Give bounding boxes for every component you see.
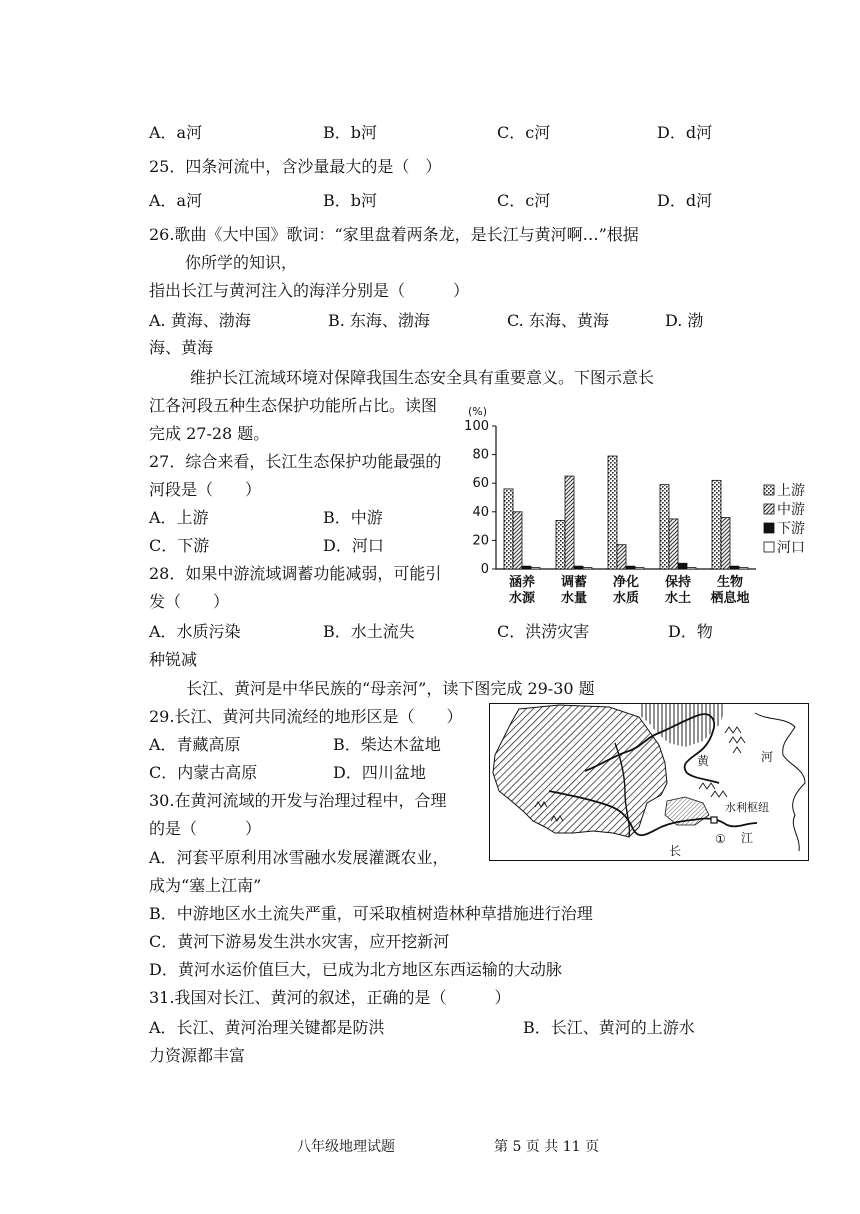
- map-label-jiang: 江: [741, 831, 754, 845]
- legend-swatch: [764, 485, 774, 495]
- q26-option-d-cont: 海、黄海: [149, 338, 214, 357]
- q30-option-b[interactable]: B．中游地区水土流失严重，可采取植树造林种草措施进行治理: [149, 904, 593, 923]
- q26-stem-line1: 26.歌曲《大中国》歌词：“家里盘着两条龙，是长江与黄河啊…”根据: [149, 225, 639, 244]
- q26-option-b[interactable]: B. 东海、渤海: [328, 311, 430, 330]
- legend-label: 上游: [777, 483, 805, 499]
- legend-label: 下游: [777, 521, 805, 537]
- bar-1-2: [513, 512, 522, 569]
- q26-option-a[interactable]: A. 黄海、渤海: [149, 311, 251, 330]
- q26-stem-line2: 你所学的知识，: [185, 253, 298, 272]
- chart-bars: [504, 456, 748, 569]
- x-category-label: 调蓄: [560, 575, 588, 590]
- q24-option-b[interactable]: B．b河: [323, 123, 378, 142]
- q25-option-a[interactable]: A．a河: [149, 191, 203, 210]
- y-axis-label: (%): [468, 405, 488, 418]
- q30-option-a-cont: 成为“塞上江南”: [149, 876, 262, 895]
- q29-option-b[interactable]: B．柴达木盆地: [333, 735, 441, 754]
- q27-option-c[interactable]: C．下游: [149, 536, 210, 555]
- bar-1-4: [531, 568, 540, 569]
- q25-stem: 25．四条河流中，含沙量最大的是（ ）: [149, 157, 442, 176]
- eco-function-bar-chart: [446, 398, 816, 613]
- x-category-label: 保持: [664, 575, 692, 590]
- y-tick-label: 100: [464, 419, 489, 434]
- x-category-label: 净化: [612, 575, 640, 590]
- footer-page-number: 第 5 页 共 11 页: [494, 1139, 599, 1155]
- x-category-label: 水源: [508, 591, 536, 606]
- legend-label: 中游: [777, 502, 805, 518]
- q25-option-c[interactable]: C．c河: [497, 191, 551, 210]
- y-tick-label: 60: [472, 476, 489, 492]
- legend-swatch: [764, 542, 774, 552]
- map-label-huang: 黄: [697, 754, 710, 768]
- q28-option-c[interactable]: C．洪涝灾害: [497, 622, 590, 641]
- q28-stem-line1: 28．如果中游流域调蓄功能减弱，可能引: [149, 564, 442, 583]
- intro-27-28-line2: 江各河段五种生态保护功能所占比。读图: [149, 396, 438, 415]
- bar-3-4: [635, 568, 644, 569]
- yangtze-yellow-river-map: [489, 703, 809, 861]
- q24-option-d[interactable]: D．d河: [657, 123, 713, 142]
- intro-27-28-line3: 完成 27-28 题。: [149, 424, 270, 443]
- y-tick-label: 40: [472, 504, 489, 520]
- map-label-circle-1: ①: [715, 832, 726, 846]
- hydro-hub-marker: [711, 817, 717, 823]
- q27-stem-line1: 27．综合来看，长江生态保护功能最强的: [149, 452, 442, 471]
- y-tick-label: 0: [480, 562, 489, 577]
- map-label-chang: 长: [669, 844, 682, 858]
- q28-option-d-cont: 种锐减: [149, 650, 198, 669]
- bar-1-1: [504, 489, 513, 569]
- bar-3-2: [617, 545, 626, 569]
- q28-stem-line2: 发（ ）: [149, 592, 230, 611]
- q30-stem-line2: 的是（ ）: [149, 819, 262, 838]
- q27-option-d[interactable]: D．河口: [323, 536, 384, 555]
- bar-2-4: [583, 568, 592, 569]
- footer-title: 八年级地理试题: [297, 1139, 395, 1155]
- map-label-hydro-hub: 水利枢纽: [725, 801, 769, 814]
- q29-option-d[interactable]: D．四川盆地: [333, 763, 426, 782]
- q26-option-c[interactable]: C. 东海、黄海: [507, 311, 609, 330]
- bar-1-3: [522, 566, 531, 569]
- q26-option-d[interactable]: D. 渤: [665, 311, 704, 330]
- x-category-label: 水质: [612, 591, 640, 606]
- y-tick-label: 20: [472, 533, 489, 549]
- q24-option-c[interactable]: C．c河: [497, 123, 551, 142]
- bar-5-1: [712, 480, 721, 569]
- bar-4-4: [687, 568, 696, 569]
- bar-5-2: [721, 518, 730, 569]
- q28-option-a[interactable]: A．水质污染: [149, 622, 241, 641]
- q25-option-d[interactable]: D．d河: [657, 191, 713, 210]
- intro-27-28-line1: 维护长江流域环境对保障我国生态安全具有重要意义。下图示意长: [190, 368, 655, 387]
- bar-5-4: [739, 568, 748, 569]
- q27-option-b[interactable]: B．中游: [323, 508, 383, 527]
- bar-3-1: [608, 456, 617, 569]
- intro-29-30: 长江、黄河是中华民族的“母亲河”，读下图完成 29-30 题: [186, 679, 595, 698]
- q24-option-a[interactable]: A．a河: [149, 123, 203, 142]
- legend-swatch: [764, 523, 774, 533]
- q30-option-d[interactable]: D．黄河水运价值巨大，已成为北方地区东西运输的大动脉: [149, 960, 562, 979]
- x-category-label: 水土: [664, 591, 692, 606]
- x-category-label: 生物: [716, 575, 744, 590]
- y-tick-label: 80: [472, 447, 489, 463]
- bar-4-2: [669, 519, 678, 569]
- legend-label: 河口: [777, 540, 805, 556]
- x-category-label: 水量: [560, 591, 588, 606]
- bar-2-3: [574, 566, 583, 569]
- q28-option-b[interactable]: B．水土流失: [323, 622, 415, 641]
- map-label-he: 河: [761, 750, 774, 764]
- q30-option-a[interactable]: A．河套平原利用冰雪融水发展灌溉农业，: [149, 848, 449, 867]
- q28-option-d[interactable]: D．物: [668, 622, 713, 641]
- chart-legend: [764, 483, 805, 556]
- bar-2-2: [565, 476, 574, 569]
- bar-2-1: [556, 520, 565, 569]
- q27-option-a[interactable]: A．上游: [149, 508, 209, 527]
- bar-4-3: [678, 563, 687, 569]
- q29-option-a[interactable]: A．青藏高原: [149, 735, 241, 754]
- q31-option-b[interactable]: B．长江、黄河的上游水: [523, 1018, 695, 1037]
- q26-stem-line3: 指出长江与黄河注入的海洋分别是（ ）: [149, 281, 470, 300]
- q31-option-b-cont: 力资源都丰富: [149, 1046, 246, 1065]
- legend-swatch: [764, 504, 774, 514]
- q29-option-c[interactable]: C．内蒙古高原: [149, 763, 258, 782]
- x-category-label: 涵养: [508, 575, 536, 590]
- bar-4-1: [660, 485, 669, 569]
- q25-option-b[interactable]: B．b河: [323, 191, 378, 210]
- x-category-label: 栖息地: [710, 591, 750, 606]
- q30-option-c[interactable]: C．黄河下游易发生洪水灾害，应开挖新河: [149, 932, 450, 951]
- q27-stem-line2: 河段是（ ）: [149, 480, 262, 499]
- bar-5-3: [730, 566, 739, 569]
- bar-3-3: [626, 566, 635, 569]
- q29-stem: 29.长江、黄河共同流经的地形区是（ ）: [149, 707, 463, 726]
- q31-stem: 31.我国对长江、黄河的叙述，正确的是（ ）: [149, 988, 511, 1007]
- q30-stem-line1: 30.在黄河流域的开发与治理过程中，合理: [149, 791, 447, 810]
- q31-option-a[interactable]: A．长江、黄河治理关键都是防洪: [149, 1018, 385, 1037]
